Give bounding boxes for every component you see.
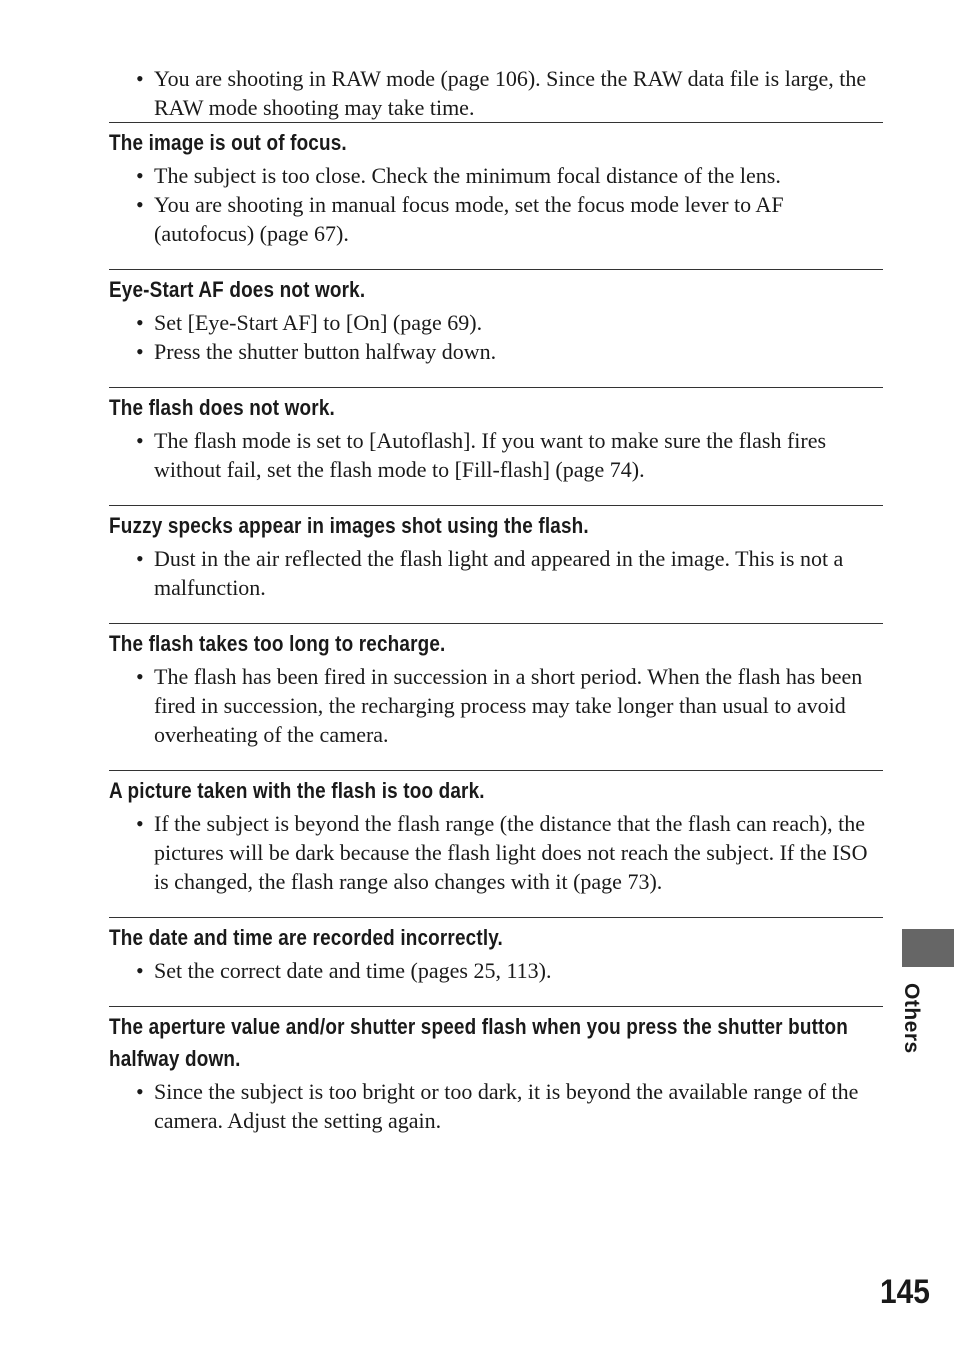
bullet-text: The subject is too close. Check the minimum focal distance of the lens. [154,163,781,188]
list-item [109,809,883,896]
bullet-text: Since the subject is too bright or too dark, it is beyond the available range of the camera. Adjust the setting again. [154,1079,859,1133]
list-item [109,64,883,122]
list-item [109,190,883,248]
bullet-icon: • [136,546,144,571]
bullet-list [109,1077,883,1135]
section-flash-too-dark [109,770,883,896]
bullet-icon: • [136,1079,144,1104]
bullet-icon: • [136,958,144,983]
bullet-icon: • [136,192,144,217]
bullet-text: If the subject is beyond the flash range (the distance that the flash can reach), the pictures will be dark because the flash light does not reach the subject. If the ISO is changed, the flash range also changes with it (page 73). [154,811,868,894]
side-tab-label: Others [900,983,923,1054]
section-title: Fuzzy specks appear in images shot using the flash. [109,513,589,538]
bullet-icon: • [136,664,144,689]
section-title: The aperture value and/or shutter speed flash when you press the shutter button halfway down. [109,1014,848,1071]
section-flash-recharge [109,623,883,749]
bullet-list [109,308,883,366]
bullet-list [109,809,883,896]
section-title: The date and time are recorded incorrectly. [109,925,503,950]
section-title: A picture taken with the flash is too dark. [109,778,485,803]
bullet-icon: • [136,339,144,364]
bullet-icon: • [136,66,144,91]
section-title: The image is out of focus. [109,130,347,155]
bullet-text: Dust in the air reflected the flash light and appeared in the image. This is not a malfunction. [154,546,844,600]
side-tab-marker [902,929,954,967]
bullet-text: You are shooting in manual focus mode, set the focus mode lever to AF (autofocus) (page 67). [154,192,784,246]
section-out-of-focus [109,122,883,248]
section-date-time [109,917,883,985]
bullet-icon: • [136,310,144,335]
bullet-icon: • [136,428,144,453]
bullet-text: Set [Eye-Start AF] to [On] (page 69). [154,310,483,335]
list-item [109,662,883,749]
list-item [109,956,883,985]
list-item [109,337,883,366]
bullet-text: You are shooting in RAW mode (page 106). Since the RAW data file is large, the RAW mode shooting may take time. [154,66,867,120]
section-title: The flash does not work. [109,395,335,420]
list-item [109,161,883,190]
page-number: 145 [880,1273,930,1311]
bullet-list [109,662,883,749]
intro-bullet-list [109,64,883,122]
page-content [109,64,883,1156]
bullet-list [109,426,883,484]
bullet-list [109,544,883,602]
bullet-text: Press the shutter button halfway down. [154,339,497,364]
bullet-text: The flash mode is set to [Autoflash]. If you want to make sure the flash fires without fail, set the flash mode to [Fill-flash] (page 74). [154,428,827,482]
bullet-list [109,956,883,985]
list-item [109,308,883,337]
section-eye-start-af [109,269,883,366]
section-title: Eye-Start AF does not work. [109,277,366,302]
list-item [109,1077,883,1135]
section-title: The flash takes too long to recharge. [109,631,446,656]
bullet-list [109,161,883,248]
list-item [109,426,883,484]
section-fuzzy-specks [109,505,883,602]
bullet-icon: • [136,163,144,188]
section-flash-not-work [109,387,883,484]
bullet-icon: • [136,811,144,836]
list-item [109,544,883,602]
section-aperture-shutter [109,1006,883,1135]
bullet-text: The flash has been fired in succession in a short period. When the flash has been fired in succession, the recharging process may take longer than usual to avoid overheating of the camera. [154,664,863,747]
bullet-text: Set the correct date and time (pages 25, 113). [154,958,552,983]
